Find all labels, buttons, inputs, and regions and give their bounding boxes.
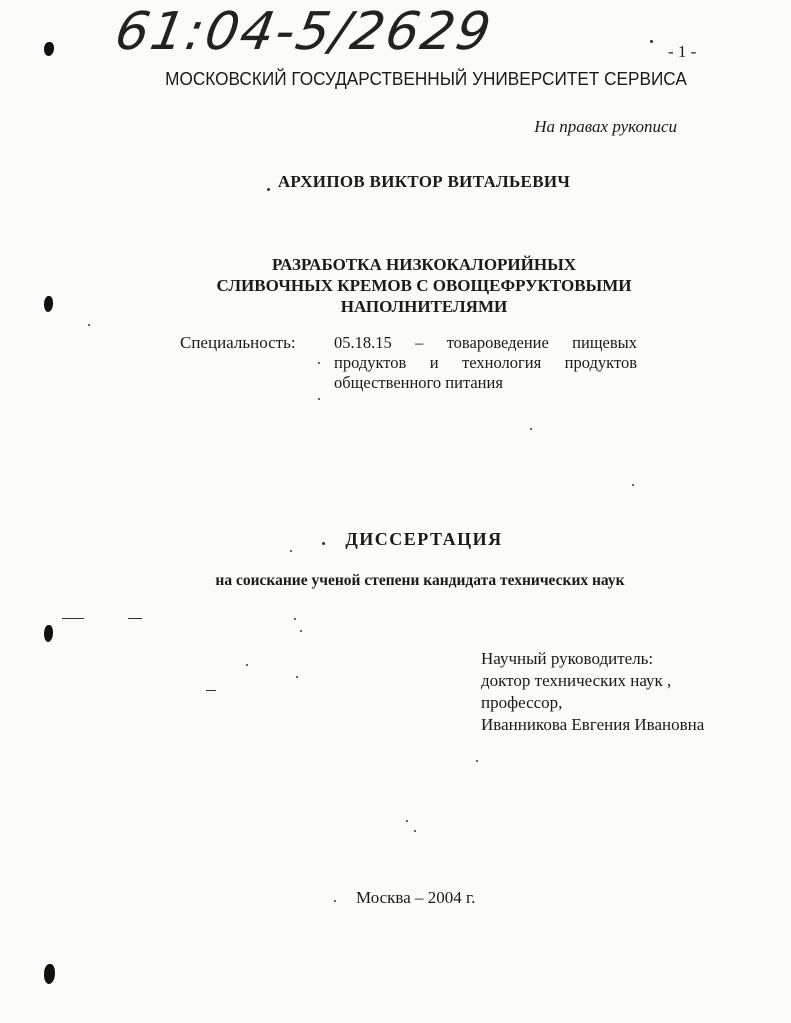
page-number: - 1 - — [668, 42, 697, 61]
binding-hole-mark — [44, 42, 54, 56]
specialty-line: продуктов и технология продуктов — [334, 353, 637, 372]
specialty-description — [334, 333, 637, 393]
scan-speck — [530, 428, 532, 430]
scan-speck — [476, 760, 478, 762]
scan-speck — [650, 40, 653, 43]
scan-speck — [318, 398, 320, 400]
degree-line: на соискание ученой степени кандидата технических наук — [215, 572, 625, 589]
title-line: РАЗРАБОТКА НИЗКОКАЛОРИЙНЫХ — [271, 255, 577, 274]
document-type-heading: ДИССЕРТАЦИЯ — [345, 529, 503, 549]
scan-speck — [296, 676, 298, 678]
scan-speck — [206, 690, 216, 691]
scan-speck — [406, 820, 408, 822]
title-line: СЛИВОЧНЫХ КРЕМОВ С ОВОЩЕФРУКТОВЫМИ — [216, 276, 632, 295]
author-name: АРХИПОВ ВИКТОР ВИТАЛЬЕВИЧ — [277, 172, 571, 191]
scan-speck — [300, 630, 302, 632]
scan-speck — [322, 542, 325, 545]
advisor-line: Научный руководитель: — [481, 649, 654, 668]
advisor-line: доктор технических наук , — [481, 671, 672, 690]
advisor-line: профессор, — [481, 693, 563, 712]
scan-speck — [246, 664, 248, 666]
handwritten-archive-number: 61:04-5/2629 — [110, 2, 497, 62]
scan-speck — [267, 188, 270, 191]
scan-speck — [632, 484, 634, 486]
manuscript-rights-note: На правах рукописи — [534, 117, 677, 136]
scan-speck — [318, 362, 320, 364]
scan-speck — [414, 830, 416, 832]
specialty-label: Специальность: — [180, 333, 296, 352]
scan-speck — [128, 618, 142, 619]
scan-speck — [62, 618, 84, 619]
binding-hole-mark — [44, 625, 53, 642]
advisor-line: Иванникова Евгения Ивановна — [481, 715, 705, 734]
scan-speck — [88, 324, 90, 326]
city-and-year: Москва – 2004 г. — [356, 888, 476, 907]
title-line: НАПОЛНИТЕЛЯМИ — [340, 297, 508, 316]
scan-speck — [334, 900, 336, 902]
specialty-line: общественного питания — [334, 373, 503, 392]
university-name: МОСКОВСКИЙ ГОСУДАРСТВЕННЫЙ УНИВЕРСИТЕТ СЕРВИСА — [165, 68, 687, 89]
scientific-advisor — [481, 648, 704, 736]
scan-speck — [294, 618, 296, 620]
specialty-line: 05.18.15 – товароведение пищевых — [334, 333, 637, 352]
binding-hole-mark — [44, 964, 55, 984]
dissertation-title — [0, 254, 791, 317]
scan-speck — [290, 550, 292, 552]
